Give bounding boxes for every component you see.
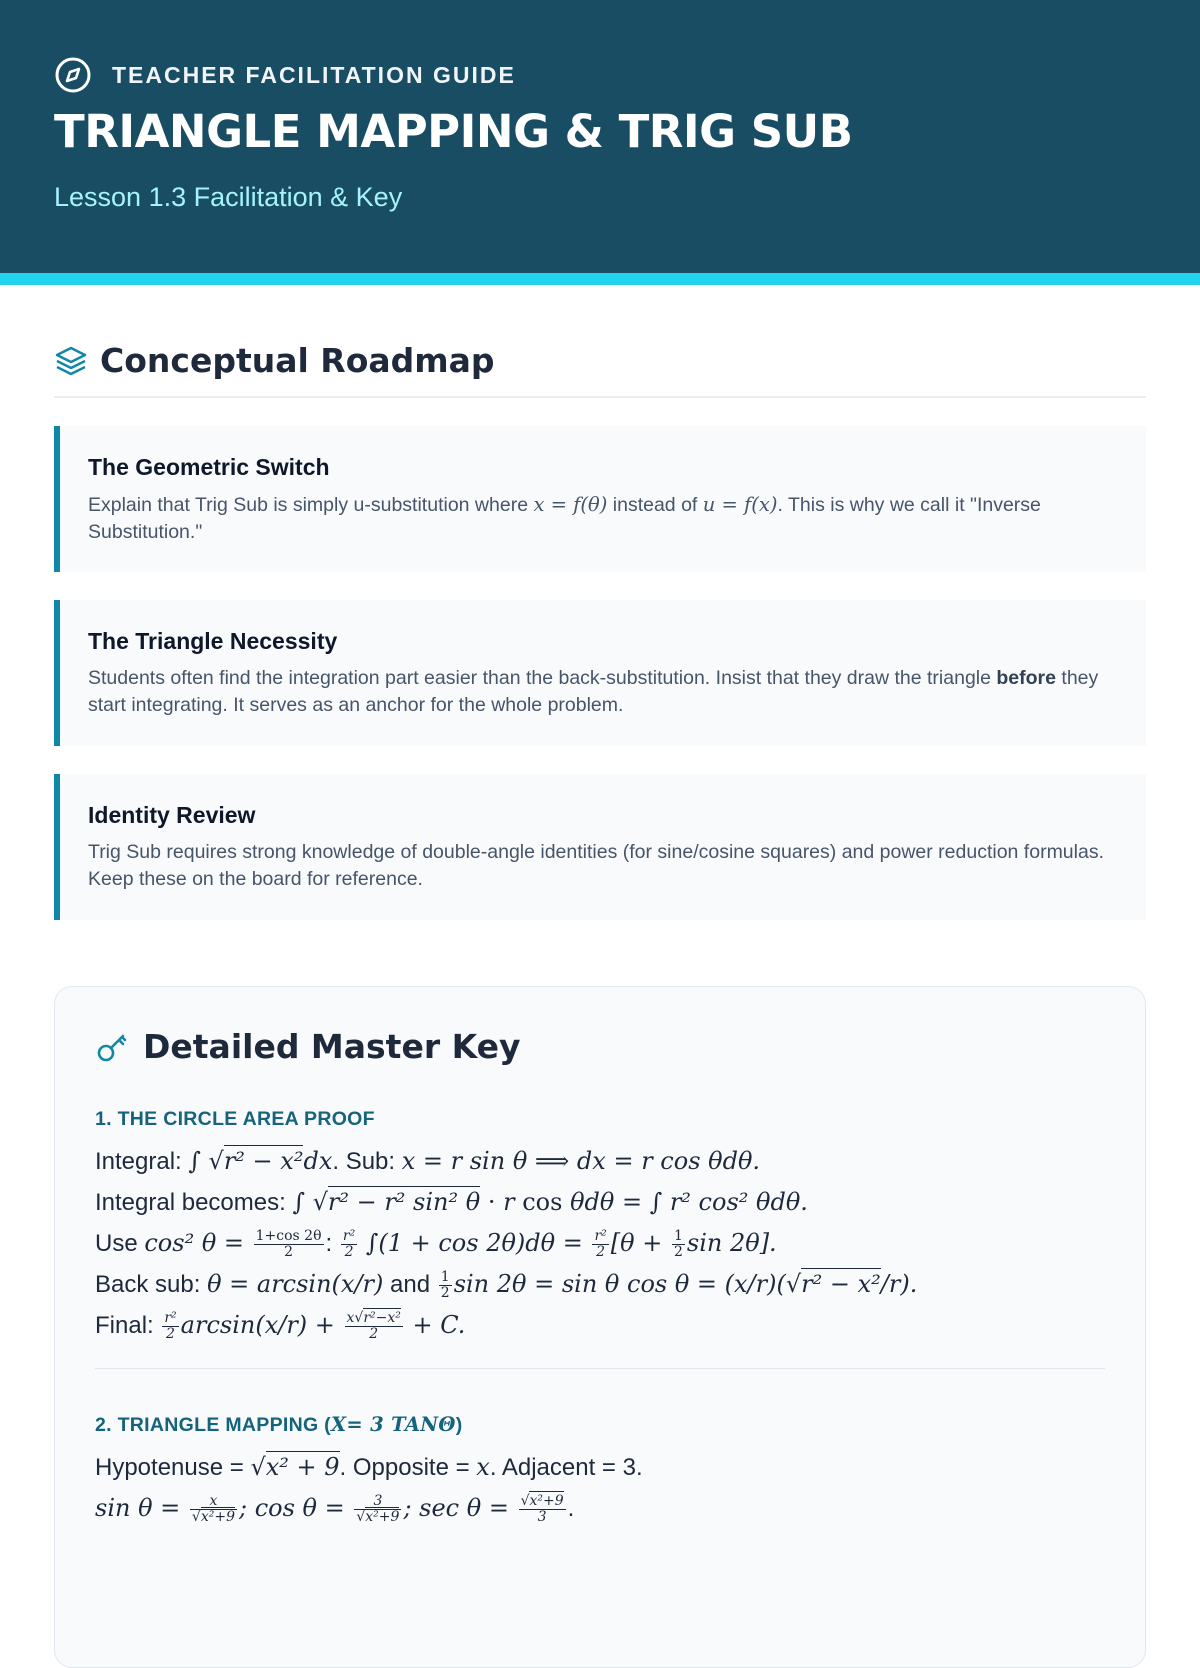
card-body: Trig Sub requires strong knowledge of double-angle identities (for sine/cosine squares) and power reduction formulas. Keep these on the board for reference.	[88, 841, 1104, 890]
eyebrow-label: TEACHER FACILITATION GUIDE	[112, 61, 516, 88]
solution-line: Back sub: θ = arcsin(x/r) and $\frac{1}{2}$ sin 2θ = sin θ cos θ = (x/r)(√r² − x²/r).	[95, 1269, 918, 1302]
card-title: The Geometric Switch	[88, 454, 330, 480]
roadmap-card	[54, 426, 1146, 572]
page-title: TRIANGLE MAPPING & TRIG SUB	[54, 105, 853, 158]
compass-icon	[54, 56, 92, 94]
roadmap-title: Conceptual Roadmap	[100, 341, 495, 380]
problem-2-heading: 2. TRIANGLE MAPPING (X= 3 TANΘ)	[95, 1413, 463, 1436]
card-body: Explain that Trig Sub is simply u-substitution where x = f(θ) instead of u = f(x). This is why we call it "Inverse Substitution."	[88, 493, 1041, 543]
solution-line: Integral: ∫ √r² − x²dx. Sub: x = r sin θ ⟹ dx = r cos θdθ.	[95, 1147, 761, 1175]
problem-1-heading: 1. THE CIRCLE AREA PROOF	[95, 1108, 375, 1130]
main-content	[0, 341, 1200, 1668]
roadmap-card	[54, 774, 1146, 920]
key-icon	[95, 1030, 129, 1064]
eyebrow	[54, 56, 516, 94]
page-subtitle: Lesson 1.3 Facilitation & Key	[54, 182, 403, 212]
master-key-panel	[54, 986, 1146, 1668]
master-key-heading	[95, 1027, 1105, 1066]
card-title: The Triangle Necessity	[88, 628, 338, 654]
card-title: Identity Review	[88, 802, 256, 828]
solution-line: sin θ = $\frac{x}{\text{√x²+9}}$ ; cos θ = $\frac{3}{\text{√x²+9}}$ ; sec θ = $\frac{\text{√x²+9}}{3}$ .	[95, 1493, 575, 1526]
card-body: Students often find the integration part easier than the back-substitution. Insist that they draw the triangle before they start integrating. It serves as an anchor for the whole problem.	[88, 667, 1099, 716]
layers-icon	[54, 344, 88, 378]
roadmap-card	[54, 600, 1146, 746]
page-header	[0, 0, 1200, 285]
solution-line: Hypotenuse = √x² + 9. Opposite = x. Adjacent = 3.	[95, 1453, 643, 1481]
master-key-title: Detailed Master Key	[143, 1027, 521, 1066]
solution-line: Final: $\frac{\text{r²}}{2}$ arcsin(x/r) + $\frac{\text{x√r²−x²}}{2}$ + C.	[95, 1310, 466, 1343]
roadmap-heading	[54, 341, 1146, 398]
divider	[95, 1368, 1105, 1369]
solution-line: Integral becomes: ∫ √r² − r² sin² θ · r cos θdθ = ∫ r² cos² θdθ.	[95, 1188, 808, 1216]
solution-line: Use cos² θ = $\frac{1+\cos 2\theta}{2}$ : $\frac{\text{r²}}{2}$ ∫(1 + cos 2θ)dθ = $\frac{\text{r²}}{2}$ [θ + $\frac{1}{2}$ sin 2θ].	[95, 1228, 777, 1261]
